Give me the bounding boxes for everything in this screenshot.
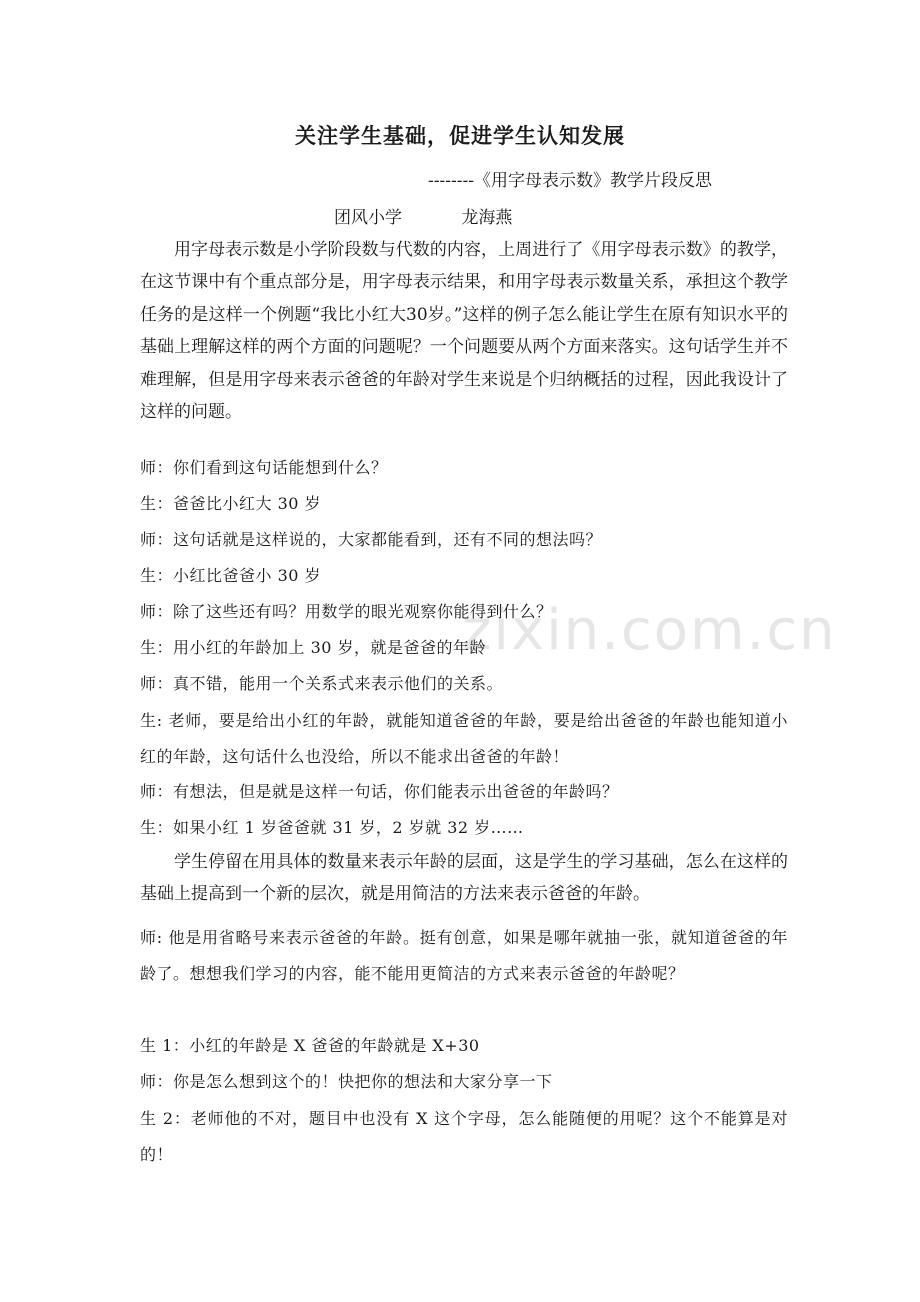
dialogue-block: 生 2：老师他的不对，题目中也没有 X 这个字母，怎么能随便的用呢？这个不能算是对的！ xyxy=(140,1109,788,1164)
dialogue-line: 师：你是怎么想到这个的！快把你的想法和大家分享一下 xyxy=(140,1072,553,1091)
author-school: 团风小学 xyxy=(334,208,402,228)
dialogue-line: 师：真不错，能用一个关系式来表示他们的关系。 xyxy=(140,674,504,693)
author-name: 龙海燕 xyxy=(461,208,513,228)
dialogue-line: 生 1：小红的年龄是 X 爸爸的年龄就是 X+30 xyxy=(140,1036,480,1055)
dialogue-line: 生：小红比爸爸小 30 岁 xyxy=(140,566,322,585)
dialogue-line: 师：这句话就是这样说的，大家都能看到，还有不同的想法吗？ xyxy=(140,530,603,549)
dialogue-line: 师：除了这些还有吗？用数学的眼光观察你能得到什么？ xyxy=(140,602,553,621)
document-subtitle: --------《用字母表示数》教学片段反思 xyxy=(428,171,712,191)
dialogue-line: 生：用小红的年龄加上 30 岁，就是爸爸的年龄 xyxy=(140,638,487,657)
author-line xyxy=(334,203,512,228)
dialogue-block: 师: 他是用省略号来表示爸爸的年龄。挺有创意，如果是哪年就抽一张，就知道爸爸的年龄了。想想我们学习的内容，能不能用更简洁的方式来表示爸爸的年龄呢？ xyxy=(140,928,788,983)
dialogue-block: 生: 老师，要是给出小红的年龄，就能知道爸爸的年龄，要是给出爸爸的年龄也能知道小红的年龄，这句话什么也没给，所以不能求出爸爸的年龄！ xyxy=(140,711,788,766)
watermark: zixin.com.cn xyxy=(462,598,837,663)
intro-paragraph: 用字母表示数是小学阶段数与代数的内容，上周进行了《用字母表示数》的教学，在这节课中有个重点部分是，用字母表示结果，和用字母表示数量关系，承担这个教学任务的是这样一个例题“我比小红大30岁。”这样的例子怎么能让学生在原有知识水平的基础上理解这样的两个方面的问题呢？一个问题要从两个方面来落实。这句话学生并不难理解，但是用字母来表示爸爸的年龄对学生来说是个归纳概括的过程，因此我设计了这样的问题。 xyxy=(140,240,788,423)
reflection-paragraph: 学生停留在用具体的数量来表示年龄的层面，这是学生的学习基础，怎么在这样的基础上提高到一个新的层次，就是用简洁的方法来表示爸爸的年龄。 xyxy=(140,852,788,905)
dialogue-line: 生：如果小红 1 岁爸爸就 31 岁，2 岁就 32 岁…… xyxy=(140,818,524,837)
dialogue-line: 师：有想法，但是就是这样一句话，你们能表示出爸爸的年龄吗？ xyxy=(140,782,619,801)
dialogue-line: 师：你们看到这句话能想到什么？ xyxy=(140,458,388,477)
document-title: 关注学生基础，促进学生认知发展 xyxy=(295,124,625,148)
dialogue-line: 生：爸爸比小红大 30 岁 xyxy=(140,494,322,513)
